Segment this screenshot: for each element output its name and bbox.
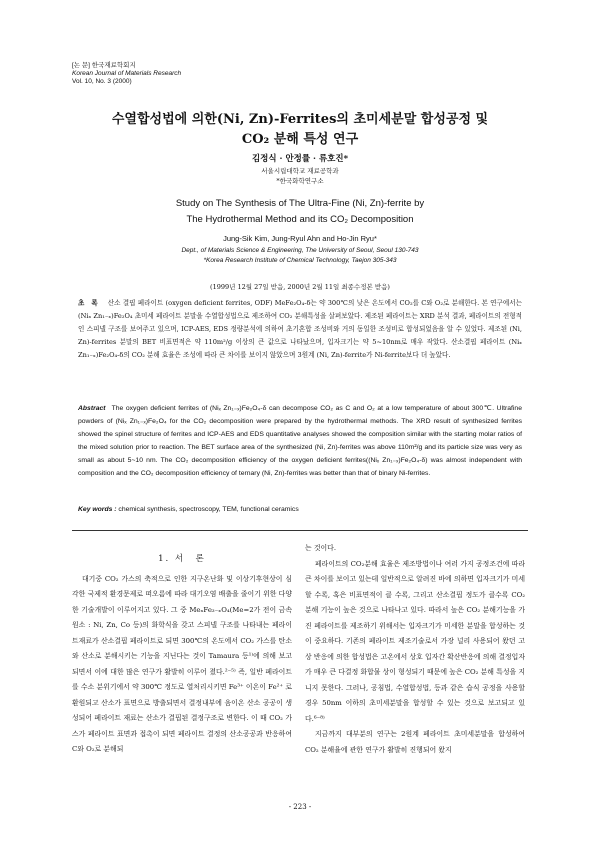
korean-title-line-2: CO₂ 분해 특성 연구 [241,132,359,147]
keywords-label: Key words : [78,506,117,513]
english-affiliation-2: *Korea Research Institute of Chemical Technology, Taejon 305-343 [203,257,397,264]
section-heading-introduction: 1. 서 론 [158,554,206,564]
introduction-continuation: 는 것이다. [305,544,337,552]
keywords [78,506,522,513]
english-title-line-2: The Hydrothermal Method and its CO₂ Decomposition [186,214,414,225]
english-authors: Jung-Sik Kim, Jung-Ryul Ahn and Ho-Jin Ryu* [223,234,377,243]
english-affiliations [60,246,540,266]
left-column [72,552,292,758]
korean-affiliations [60,166,540,186]
english-affiliation-1: Dept., of Materials Science & Engineering, The University of Seoul, Seoul 130-743 [181,247,419,254]
section-divider [72,530,528,531]
korean-title-line-1: 수열합성법에 의한(Ni, Zn)-Ferrites의 초미세분말 합성공정 및 [111,112,489,127]
introduction-paragraph-3: 지금까지 대부분의 연구는 2원계 페라이트 초미세분말을 합성하여 CO₂ 분해율에 관한 연구가 활발히 진행되어 왔지 [305,730,525,754]
page-number: - 223 - [288,803,312,811]
korean-authors: 김정식 · 안정률 · 류호진* [251,154,349,164]
journal-line-english: Korean Journal of Materials Research [72,70,182,77]
korean-abstract-label: 초 록 [78,299,98,307]
korean-abstract [78,297,522,362]
introduction-paragraph-2: 페라이트의 CO₂분해 효율은 제조방법이나 여러 가지 공정조건에 따라 큰 차이를 보이고 있는데 일반적으로 알려진 바에 의하면 입자크기가 미세할 수록, 혹은 비표면적이 클 수록, 그리고 산소결핍 정도가 클수록 CO₂ 분해 기능이 높은 것으로 나타나고 있다. 따라서 높은 CO₂ 분해기능을 가진 페라이트를 제조하기 위해서는 입자크기가 미세한 분말을 합성하는 것이 중요하다. 기존의 페라이트 제조기술로서 가장 널리 사용되어 왔던 고상 반응에 의한 합성법은 고온에서 상호 입자간 확산반응에 의해 결정입자가 매우 큰 다결정 화합물 상이 형성되기 때문에 높은 CO₂ 분해 특성을 지니지 못한다. 그러나, 공침법, 수열합성법, 등과 같은 습식 공정을 사용할 경우 50nm 이하의 초미세분말을 합성할 수 있는 것으로 보고되고 있다.⁶⁻⁸⁾ [305,559,525,723]
introduction-paragraph-1: 대기중 CO₂ 가스의 축적으로 인한 지구온난화 및 이상기후현상이 심각한 국제적 환경문제로 떠오름에 따라 대기오염 배출을 줄이기 위한 다양한 기술개발이 이루어지고 있다. 그 중 MeₓFe₃₋ₓO₄(Me=2가 전이 금속 원소 : Ni, Zn, Co 등)의 화학식을 갖고 스피넬 구조를 나타내는 페라이트재료가 산소결핍 페라이트로 되면 300℃의 온도에서 CO₂ 가스를 탄소와 산소로 분해시키는 기능을 지닌다는 것이 Tamaura 등¹⁾에 의해 보고되면서 이에 대한 많은 연구가 활발히 이루어 졌다.²⁻⁵⁾ 즉, 일반 페라이트를 수소 분위기에서 약 300℃ 정도로 열처리시키면 Fe³⁺ 이온이 Fe²⁺ 로 환원되고 산소가 표면으로 방출되면서 결정내부에 음이온 산소 공공이 생성되어 페라이트 재료는 산소가 결핍된 결정구조로 변한다. 이 때 CO₂ 가스가 페라이트 표면과 접촉이 되면 페라이트 결정의 산소공공과 반응하여 C와 O₂로 분해되 [72,574,292,753]
english-abstract [78,402,522,480]
right-column [305,541,525,758]
english-abstract-text: The oxygen deficient ferrites of (Niₓ Zn₁₋ₓ)Fe₂O₄-δ can decompose CO₂ as C and O₂ at a low temperature of about 300℃. Ultrafine powders of (Niₓ Zn₁₋ₓ)Fe₂O₄ for the CO₂ decomposition were prepared by the hydrothermal methods. The XRD result of synthesized ferrites showed the spinel structure of ferrites and ICP-AES and EDS quantitative analyses showed the composition similar with the starting molar ratios of the mixed solution prior to reaction. The BET surface area of the synthesized (Ni, Zn)-ferrites was above 110m²/g and its particle size was very as small as about 5~10 nm. The CO₂ decomposition efficiency of the oxygen deficient ferrites((Niₓ Zn₁₋ₓ)Fe₂O₄-δ) was almost independent with composition and the CO₂ decomposition efficiency of ternary (Ni, Zn)-ferrites was better than that of binary Ni-ferrites. [78,405,522,477]
english-title-line-1: Study on The Synthesis of The Ultra-Fine (Ni, Zn)-ferrite by [175,198,425,209]
received-dates: (1999년 12월 27일 받음, 2000년 2월 11일 최종수정본 받음) [210,283,390,291]
korean-title [60,110,540,150]
korean-abstract-text: 산소 결핍 페라이트 (oxygen deficient ferrites, ODF) MeFe₂O₄-δ는 약 300℃의 낮은 온도에서 CO₂를 C와 O₂로 분해한다. 본 연구에서는 (Niₓ Zn₁₋ₓ)Fe₂O₄ 초미세 페라이트 분말을 수열합성법으로 제조하여 CO₂ 분해특성을 살펴보았다. 제조된 페라이트는 XRD 분석 결과, 페라이트의 전형적인 스피넬 구조를 보여주고 있으며, ICP-AES, EDS 정량분석에 의하여 초기혼합 조성비와 거의 동일한 조성비로 합성되었음을 알 수 있었다. 제조된 (Ni, Zn)-ferrites 분말의 BET 비표면적은 약 110m²/g 이상의 큰 값으로 나타났으며, 입자크기는 약 5~10nm로 매우 작았다. 산소결핍 페라이트 (Niₓ Zn₁₋ₓ)Fe₂O₄-δ의 CO₂ 분해 효율은 조성에 따라 큰 차이를 보이지 않았으며 3원계 (Ni, Zn)-ferrite가 Ni-ferrite보다 더 높았다. [78,299,522,359]
journal-line-korean: [논 문] 한국재료학회지 [72,62,136,69]
journal-header [72,62,181,86]
keywords-text: chemical synthesis, spectroscopy, TEM, functional ceramics [118,506,299,513]
korean-affiliation-1: 서울시립대학교 재료공학과 [261,167,339,175]
english-abstract-label: Abstract [78,405,106,412]
english-title [60,196,540,228]
korean-affiliation-2: *한국화학연구소 [276,177,324,185]
journal-volume: Vol. 10, No. 3 (2000) [72,78,132,85]
